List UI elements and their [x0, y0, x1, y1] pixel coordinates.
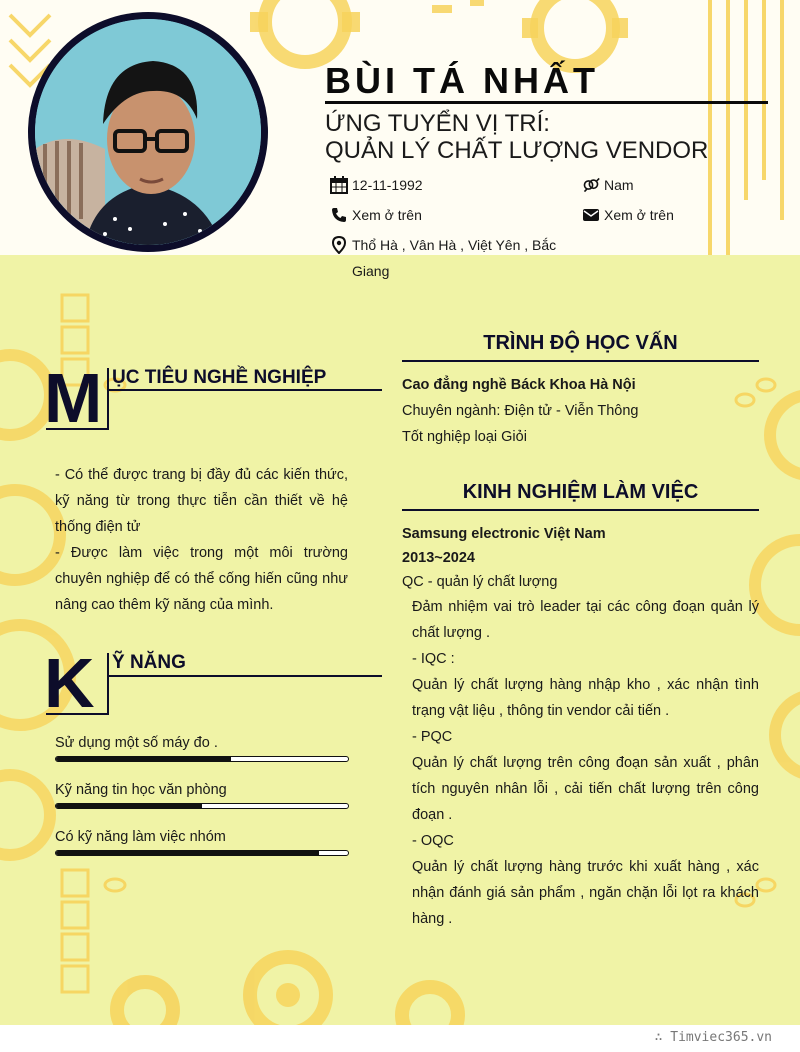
skill-bar	[55, 850, 349, 856]
skill-bar	[55, 803, 349, 809]
experience-title: KINH NGHIỆM LÀM VIỆC	[462, 481, 699, 503]
info-gender	[582, 172, 634, 198]
experience-detail-line: Đảm nhiệm vai trò leader tại các công đoạn quản lý chất lượng .	[412, 599, 759, 641]
gender-icon	[582, 172, 600, 198]
info-dob	[330, 172, 423, 198]
skill-bar-fill	[56, 851, 319, 855]
position-label: ỨNG TUYỂN VỊ TRÍ:	[325, 110, 550, 137]
gear-decoration-bottom	[0, 935, 800, 1025]
skill-label: Sử dụng một số máy đo .	[55, 735, 218, 751]
experience-detail-line: - OQC	[412, 833, 454, 849]
education-rule	[402, 360, 759, 362]
experience-detail-line: Quản lý chất lượng hàng nhập kho , xác nhận tình trạng vật liệu , thông tin vendor cải tiến .	[412, 677, 759, 719]
skill-bar	[55, 756, 349, 762]
experience-rule	[402, 509, 759, 511]
objective-rule	[108, 389, 382, 391]
brand-text: Timviec365.vn	[670, 1030, 772, 1045]
info-phone	[330, 202, 422, 228]
avatar	[28, 12, 268, 252]
skills-letter: K	[44, 644, 95, 722]
objective-text	[55, 462, 348, 618]
dob-value: 12-11-1992	[352, 177, 423, 193]
experience-content	[402, 522, 759, 932]
info-address	[330, 232, 570, 284]
address-value: Thổ Hà , Vân Hà , Việt Yên , Bắc Giang	[352, 237, 557, 279]
footer-brand[interactable]	[655, 1030, 772, 1045]
skills-title: Ỹ NĂNG	[112, 652, 186, 673]
skill-bar-fill	[56, 757, 231, 761]
candidate-name: BÙI TÁ NHẤT	[325, 60, 599, 101]
education-title: TRÌNH ĐỘ HỌC VẤN	[483, 332, 678, 354]
experience-detail-line: Quản lý chất lượng trên công đoạn sản xuất , phân tích nguyên nhân lỗi , cải tiến chất lượng trên công đoạn .	[412, 755, 759, 823]
info-email	[582, 202, 674, 228]
experience-period: 2013~2024	[402, 550, 475, 566]
experience-detail-line: - PQC	[412, 729, 453, 745]
objective-title: ỤC TIÊU NGHỀ NGHIỆP	[112, 367, 327, 388]
email-value: Xem ở trên	[604, 207, 674, 223]
experience-company: Samsung electronic Việt Nam	[402, 526, 606, 542]
objective-letter: M	[44, 359, 103, 437]
experience-detail-line: Quản lý chất lượng hàng trước khi xuất hàng , xác nhận đánh giá sản phẩm , ngăn chặn lỗi lọt ra khách hàng .	[412, 859, 759, 927]
education-school: Cao đẳng nghề Báck Khoa Hà Nội	[402, 377, 636, 393]
calendar-icon	[330, 172, 348, 198]
education-major: Chuyên ngành: Điện tử - Viễn Thông	[402, 403, 639, 419]
skill-item	[55, 780, 349, 809]
position-title: QUẢN LÝ CHẤT LƯỢNG VENDOR	[325, 137, 709, 164]
experience-role: QC - quản lý chất lượng	[402, 574, 558, 590]
email-icon	[582, 202, 600, 228]
skill-item	[55, 733, 349, 762]
skill-bar-fill	[56, 804, 202, 808]
skill-label: Có kỹ năng làm việc nhóm	[55, 829, 226, 845]
name-divider	[325, 101, 768, 104]
objective-paragraph: - Có thể được trang bị đầy đủ các kiến thức, kỹ năng từ trong thực tiễn cần thiết về hệ thống điện tử - Được làm việc trong một môi trường chuyên nghiệp để có thể cống hiến cũng như nâng cao thêm kỹ năng của mình.	[55, 467, 348, 613]
skill-item	[55, 827, 349, 856]
experience-details	[402, 594, 759, 932]
avatar-photo	[35, 19, 261, 245]
phone-icon	[330, 202, 348, 228]
phone-value: Xem ở trên	[352, 207, 422, 223]
experience-detail-line: - IQC :	[412, 651, 455, 667]
skills-rule	[108, 675, 382, 677]
skill-label: Kỹ năng tin học văn phòng	[55, 782, 227, 798]
brand-logo-icon: ∴	[654, 1030, 671, 1045]
map-pin-icon	[330, 232, 348, 258]
education-grade: Tốt nghiệp loại Giỏi	[402, 429, 527, 445]
education-content	[402, 372, 759, 450]
applied-position	[325, 110, 708, 164]
gender-value: Nam	[604, 177, 634, 193]
